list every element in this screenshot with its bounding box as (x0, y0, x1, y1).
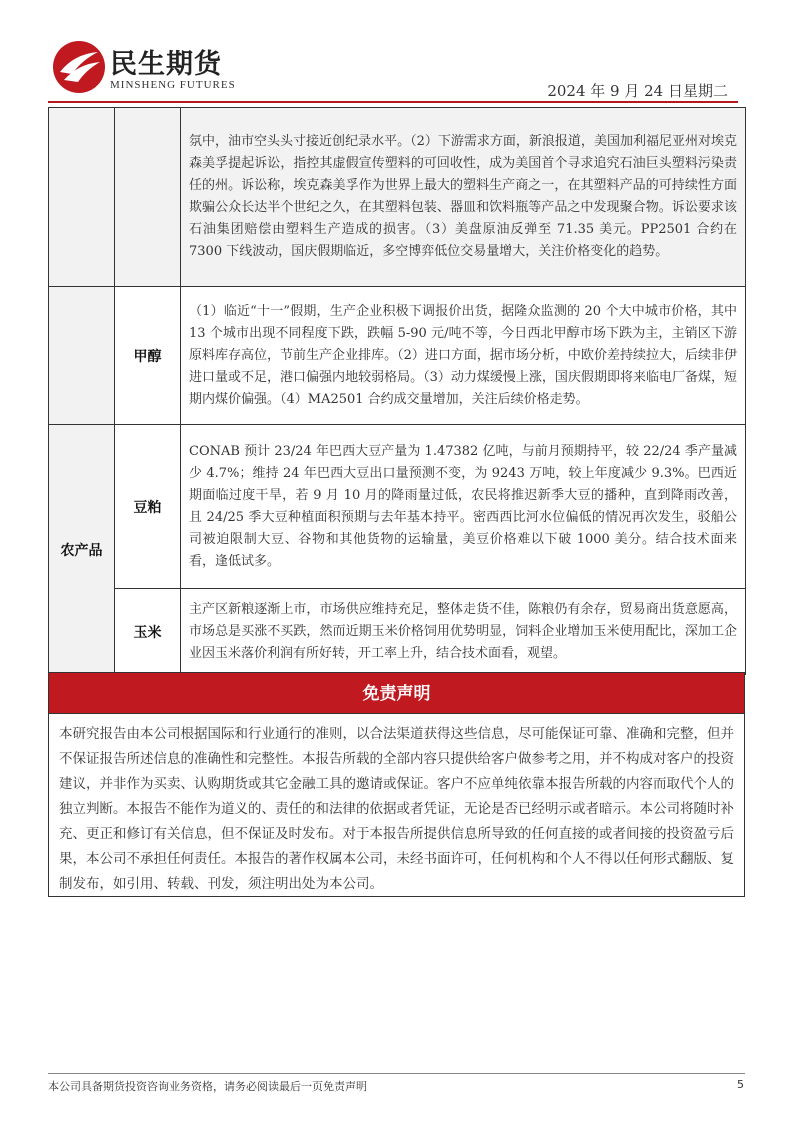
table-row-corn (49, 589, 746, 675)
product-analysis-text: CONAB 预计 23/24 年巴西大豆产量为 1.47382 亿吨，与前月预期持平，较 22/24 季产量减少 4.7%；维持 24 年巴西大豆出口量预测不变，为 9243 万吨，较上年度减少 9.3%。巴西近期面临过度干旱，若 9 月 10 月的降雨量过低，农民将推迟新季大豆的播种，直到降雨改善，且 24/25 季大豆种植面积预期与去年基本持平。密西西比河水位偏低的情况再次发生，驳船公司被迫限制大豆、谷物和其他货物的运输量，美豆价格难以下破 1000 美分。结合技术面来看，逢低试多。 (181, 425, 746, 589)
product-name-cell: 豆粕 (115, 425, 181, 589)
product-name-cell: 甲醇 (115, 287, 181, 425)
footer-notice: 本公司具备期货投资咨询业务资格，请务必阅读最后一页免责声明 (48, 1080, 367, 1093)
header-divider (48, 101, 738, 103)
product-analysis-text: （1）临近“十一”假期，生产企业积极下调报价出货，据隆众监测的 20 个大中城市价格，其中 13 个城市出现不同程度下跌，跌幅 5-90 元/吨不等，今日西北甲醇市场下跌为主，主销区下游原料库存高位，节前生产企业排库。（2）进口方面，据市场分析，中欧价差持续拉大，后续非伊进口量或不足，港口偏强内地较弱格局。（3）动力煤缓慢上涨，国庆假期即将来临电厂备煤，短期内煤价偏强。（4）MA2501 合约成交量增加，关注后续价格走势。 (181, 287, 746, 425)
report-date: 2024 年 9 月 24 日星期二 (547, 82, 728, 100)
disclaimer-text: 本研究报告由本公司根据国际和行业通行的准则，以合法渠道获得这些信息，尽可能保证可靠、准确和完整，但并不保证报告所述信息的准确性和完整性。本报告所载的全部内容只提供给客户做参考之用，并不构成对客户的投资建议，并非作为买卖、认购期货或其它金融工具的邀请或保证。客户不应单纯依靠本报告所载的内容而取代个人的独立判断。本报告不能作为道义的、责任的和法律的依据或者凭证，无论是否已经明示或者暗示。本公司将随时补充、更正和修订有关信息，但不保证及时发布。对于本报告所提供信息所导致的任何直接的或者间接的投资盈亏后果，本公司不承担任何责任。本报告的著作权属本公司，未经书面许可，任何机构和个人不得以任何形式翻版、复制发布，如引用、转载、刊发，须注明出处为本公司。 (48, 713, 745, 897)
table-row-methanol (49, 287, 746, 425)
footer-divider (48, 1073, 745, 1074)
table-row-pp (49, 108, 746, 287)
product-name-cell (115, 108, 181, 287)
product-name-cell: 玉米 (115, 589, 181, 675)
logo-chinese-name: 民生期货 (110, 49, 222, 80)
category-cell-chemical (49, 108, 115, 287)
page-header (48, 36, 748, 102)
logo-english-name: MINSHENG FUTURES (110, 79, 236, 91)
minsheng-logo-icon (52, 40, 106, 94)
table-row-soymeal (49, 425, 746, 589)
disclaimer-title: 免责声明 (48, 672, 745, 714)
product-analysis-text: 氛中，油市空头头寸接近创纪录水平。（2）下游需求方面，新浪报道，美国加利福尼亚州对埃克森美孚提起诉讼，指控其虚假宣传塑料的可回收性，成为美国首个寻求追究石油巨头塑料污染责任的州。诉讼称，埃克森美孚作为世界上最大的塑料生产商之一，在其塑料产品的可持续性方面欺骗公众长达半个世纪之久，在其塑料包装、器皿和饮料瓶等产品之中发现聚合物。诉讼要求该石油集团赔偿由塑料生产造成的损害。（3）美盘原油反弹至 71.35 美元。PP2501 合约在 7300 下线波动，国庆假期临近，多空博弈低位交易量增大，关注价格变化的趋势。 (181, 108, 746, 287)
commodity-analysis-table (48, 107, 746, 675)
page-number: 5 (737, 1078, 744, 1091)
category-cell-chemical-cont (49, 287, 115, 425)
category-cell-agriculture: 农产品 (49, 425, 115, 675)
product-analysis-text: 主产区新粮逐渐上市，市场供应维持充足，整体走货不佳，陈粮仍有余存，贸易商出货意愿高，市场总是买涨不买跌，然而近期玉米价格饲用优势明显，饲料企业增加玉米使用配比，深加工企业因玉米落价利润有所好转，开工率上升，结合技术面看，观望。 (181, 589, 746, 675)
